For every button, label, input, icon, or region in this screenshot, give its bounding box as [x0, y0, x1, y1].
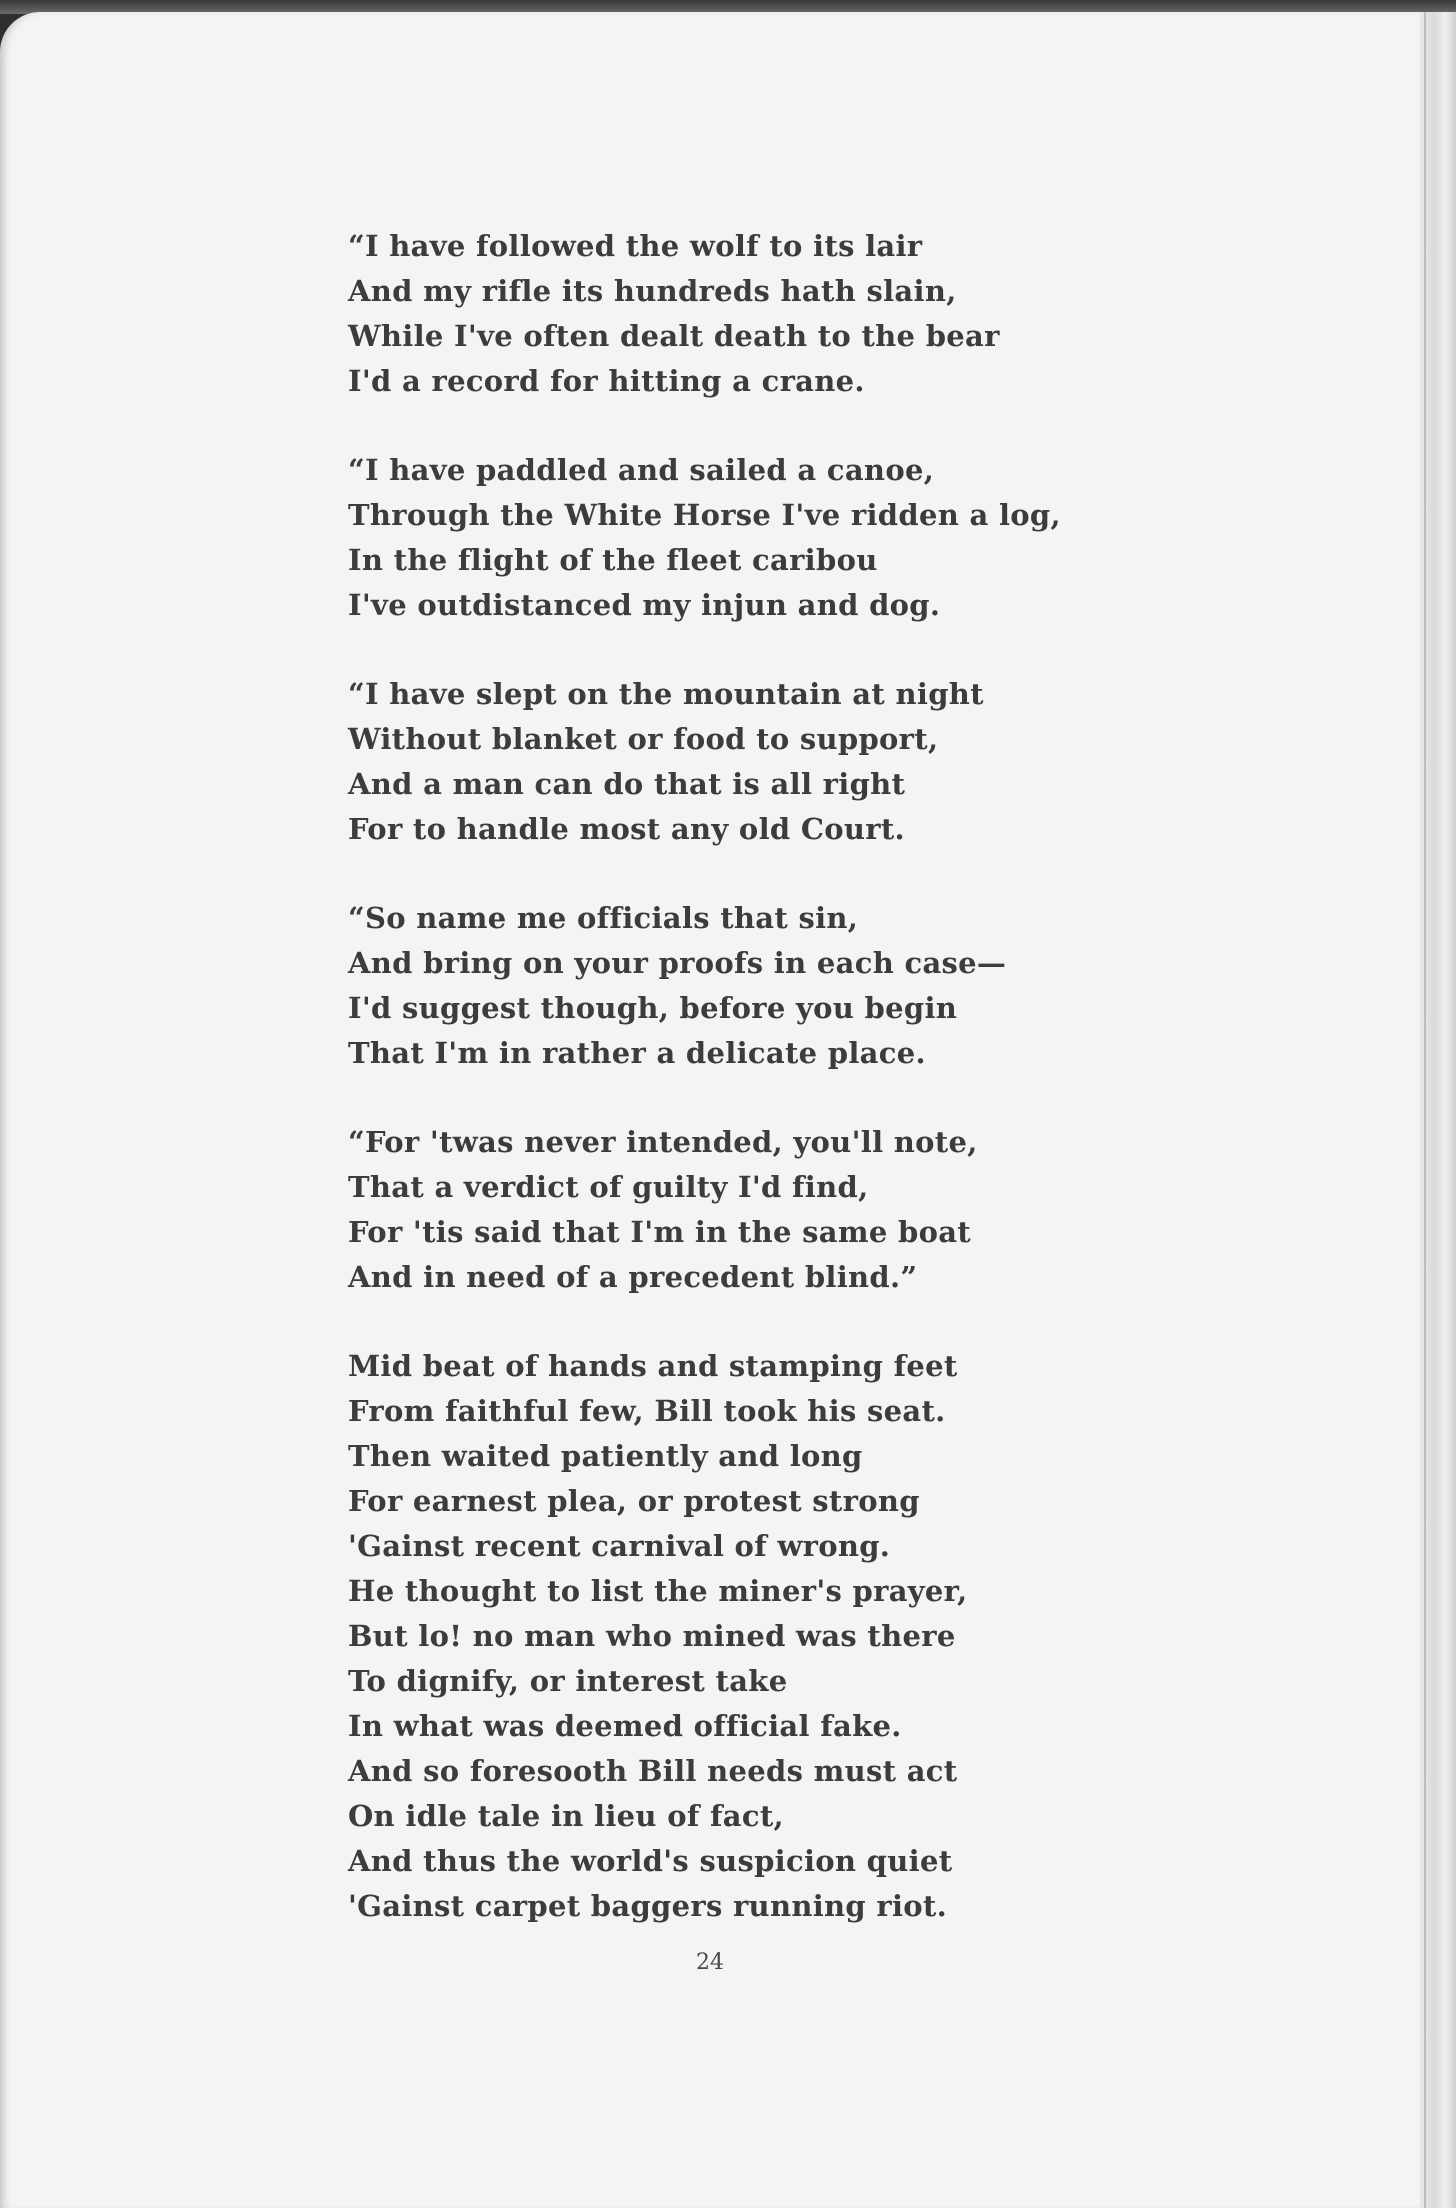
poem-line: He thought to list the miner's prayer,: [348, 1574, 968, 1608]
poem-line: On idle tale in lieu of fact,: [348, 1799, 784, 1833]
stanza-2: [348, 448, 1108, 628]
poem-line: “I have followed the wolf to its lair: [348, 229, 923, 263]
poem-line: I've outdistanced my injun and dog.: [348, 588, 941, 622]
poem-line: In what was deemed official fake.: [348, 1709, 902, 1743]
poem-line: Then waited patiently and long: [348, 1439, 863, 1473]
poem-line: I'd suggest though, before you begin: [348, 991, 958, 1025]
poem-line: And so foresooth Bill needs must act: [348, 1754, 958, 1788]
poem-line: 'Gainst recent carnival of wrong.: [348, 1529, 891, 1563]
poem-line: 'Gainst carpet baggers running riot.: [348, 1889, 948, 1923]
stanza-5: [348, 1120, 1108, 1300]
poem-line: From faithful few, Bill took his seat.: [348, 1394, 946, 1428]
poem-line: “I have slept on the mountain at night: [348, 677, 984, 711]
poem-line: “I have paddled and sailed a canoe,: [348, 453, 935, 487]
poem-line: To dignify, or interest take: [348, 1664, 788, 1698]
poem-line: And in need of a precedent blind.”: [348, 1260, 918, 1294]
poem-line: And a man can do that is all right: [348, 767, 906, 801]
book-page: [0, 12, 1420, 2208]
stanza-3: [348, 672, 1108, 852]
poem-line: For to handle most any old Court.: [348, 812, 905, 846]
poem-line: But lo! no man who mined was there: [348, 1619, 956, 1653]
stanza-6: [348, 1344, 1108, 1929]
poem-line: In the flight of the fleet caribou: [348, 543, 878, 577]
stanza-1: [348, 224, 1108, 404]
poem-line: “For 'twas never intended, you'll note,: [348, 1125, 978, 1159]
poem-line: For 'tis said that I'm in the same boat: [348, 1215, 972, 1249]
page-edge: [1420, 12, 1456, 2208]
stanza-4: [348, 896, 1108, 1076]
poem-line: And bring on your proofs in each case—: [348, 946, 1007, 980]
poem-line: Without blanket or food to support,: [348, 722, 939, 756]
poem-text: [348, 224, 1108, 1929]
poem-line: While I've often dealt death to the bear: [348, 319, 1000, 353]
poem-line: For earnest plea, or protest strong: [348, 1484, 920, 1518]
poem-line: And thus the world's suspicion quiet: [348, 1844, 953, 1878]
poem-line: Through the White Horse I've ridden a log,: [348, 498, 1061, 532]
poem-line: Mid beat of hands and stamping feet: [348, 1349, 958, 1383]
poem-line: I'd a record for hitting a crane.: [348, 364, 865, 398]
poem-line: That I'm in rather a delicate place.: [348, 1036, 926, 1070]
page-number: 24: [696, 1950, 724, 1975]
poem-line: “So name me officials that sin,: [348, 901, 859, 935]
poem-line: That a verdict of guilty I'd find,: [348, 1170, 869, 1204]
poem-line: And my rifle its hundreds hath slain,: [348, 274, 957, 308]
